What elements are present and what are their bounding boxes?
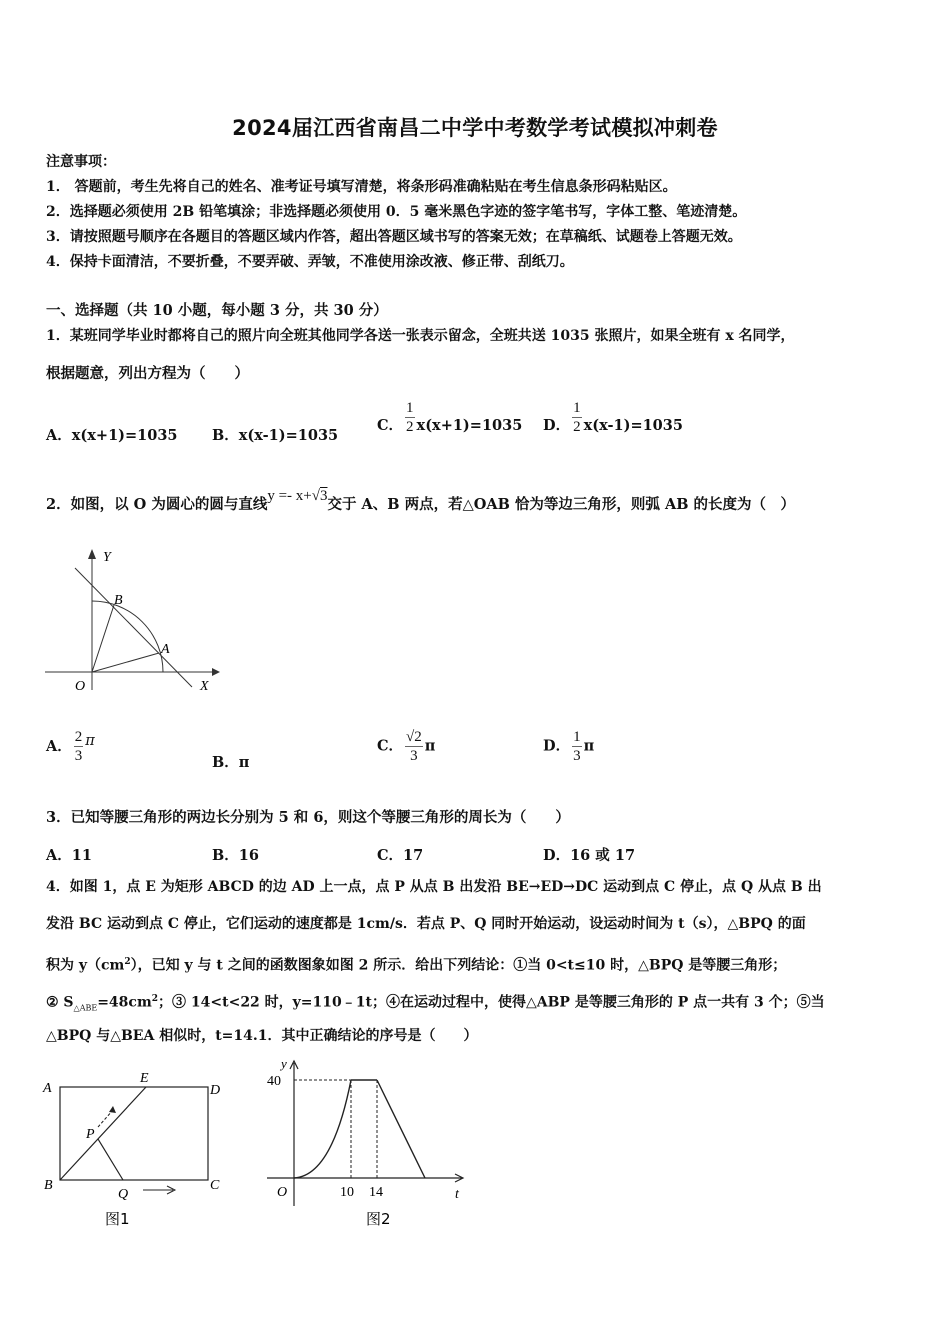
option-label: C． — [377, 847, 404, 864]
option-label: B． — [212, 847, 239, 864]
fraction: $\frac{1}{3}$ — [573, 729, 581, 764]
q4-stem-line3 — [46, 953, 786, 975]
q4-figure-2-graph — [262, 1056, 472, 1234]
label-q: Q — [118, 1187, 129, 1202]
origin-label: O — [277, 1185, 288, 1200]
label-p: P — [86, 1127, 95, 1142]
superscript: 2 — [124, 957, 131, 967]
option-label: D． — [543, 737, 571, 755]
q2-option-d[interactable] — [543, 729, 594, 764]
q3-option-a[interactable] — [46, 844, 92, 865]
t-tick-10: 10 — [340, 1185, 354, 1200]
notice-heading: 注意事项： — [46, 154, 116, 170]
text: ；③ 14<t<22 时，y=110﹣1t；④在运动过程中，使得△ABP 是等腰三角形的 P 点一共有 3 个；⑤当 — [158, 994, 825, 1011]
q3-option-c[interactable] — [377, 844, 423, 865]
option-label: A． — [46, 737, 72, 755]
text: ② S — [46, 994, 74, 1011]
q2-stem-prefix: 2．如图，以 O 为圆心的圆与直线 — [46, 496, 268, 513]
equation-sqrt: 3 — [319, 488, 328, 504]
option-text: 11 — [71, 847, 92, 864]
option-text: π — [583, 737, 595, 755]
origin-label: O — [75, 679, 86, 694]
option-text: 16 或 17 — [570, 847, 636, 864]
label-a: A — [43, 1081, 52, 1096]
figure-1-caption: 图1 — [105, 1210, 130, 1228]
t-axis-label: t — [455, 1187, 459, 1202]
q4-stem-line1: 4．如图 1，点 E 为矩形 ABCD 的边 AD 上一点，点 P 从点 B 出发沿 BE→ED→DC 运动到点 C 停止，点 Q 从点 B 出 — [46, 879, 822, 895]
option-text: x(x-1)=1035 — [583, 416, 683, 434]
y-axis-label: y — [281, 1056, 287, 1071]
option-text: π — [238, 754, 250, 771]
fraction: $\frac{1}{2}$ — [573, 400, 581, 435]
q1-option-a[interactable] — [46, 424, 178, 445]
option-label: D． — [543, 847, 571, 864]
q2-stem-suffix: 交于 A、B 两点，若△OAB 恰为等边三角形，则弧 AB 的长度为（ ） — [327, 496, 796, 513]
q4-stem-line4 — [46, 990, 825, 1017]
option-label: A． — [46, 847, 72, 864]
option-text: π — [424, 737, 436, 755]
notice-item-1: 1． 答题前，考生先将自己的姓名、准考证号填写清楚，将条形码准确粘贴在考生信息条形码粘贴区。 — [46, 179, 677, 195]
q2-option-c[interactable] — [377, 729, 435, 764]
text: 积为 y（cm — [46, 957, 125, 974]
point-a-label: A — [161, 642, 170, 657]
option-text: x(x+1)=1035 — [71, 427, 178, 444]
q4-figure-1-rectangle — [38, 1062, 238, 1234]
label-e: E — [140, 1071, 149, 1086]
option-text: x(x+1)=1035 — [416, 416, 523, 434]
page-title: 2024届江西省南昌二中学中考数学考试模拟冲刺卷 — [232, 116, 718, 140]
option-text: x(x-1)=1035 — [238, 427, 339, 444]
superscript: 2 — [151, 994, 159, 1004]
q2-option-b[interactable] — [212, 751, 249, 772]
option-text: 17 — [403, 847, 424, 864]
q1-option-c[interactable] — [377, 400, 522, 435]
option-text: 16 — [238, 847, 259, 864]
y-axis-label: Y — [103, 550, 111, 565]
figure-2-caption: 图2 — [366, 1210, 391, 1228]
label-d: D — [210, 1083, 221, 1098]
q3-option-d[interactable] — [543, 844, 635, 865]
text: ），已知 y 与 t 之间的函数图象如图 2 所示．给出下列结论：①当 0<t≤10 时，△BPQ 是等腰三角形； — [130, 957, 787, 974]
q3-option-b[interactable] — [212, 844, 259, 865]
option-label: C． — [377, 416, 404, 434]
fraction: $\frac{√2}{3}$ — [406, 729, 422, 764]
q3-stem: 3．已知等腰三角形的两边长分别为 5 和 6，则这个等腰三角形的周长为（ ） — [46, 809, 570, 826]
notice-item-4: 4．保持卡面清洁，不要折叠，不要弄破、弄皱，不准使用涂改液、修正带、刮纸刀。 — [46, 254, 574, 270]
subscript: △ABE — [73, 1003, 98, 1013]
option-label: C． — [377, 737, 404, 755]
q4-stem-line5: △BPQ 与△BEA 相似时，t=14.1．其中正确结论的序号是（ ） — [46, 1028, 478, 1044]
q2-option-a[interactable] — [46, 729, 95, 764]
q1-option-d[interactable] — [543, 400, 683, 435]
option-label: B． — [212, 427, 239, 444]
section-heading: 一、选择题（共 10 小题，每小题 3 分，共 30 分） — [46, 302, 388, 319]
label-b: B — [44, 1178, 53, 1193]
y-tick-40: 40 — [267, 1074, 281, 1089]
fraction: $\frac{1}{2}$ — [406, 400, 414, 435]
point-b-label: B — [114, 593, 123, 608]
fraction: $\frac{2}{3}$ — [74, 729, 83, 764]
option-label: D． — [543, 416, 571, 434]
option-label: A． — [46, 427, 72, 444]
q1-stem-line1: 1．某班同学毕业时都将自己的照片向全班其他同学各送一张表示留念，全班共送 1035 张照片，如果全班有 x 名同学， — [46, 328, 795, 344]
q1-option-b[interactable] — [212, 424, 338, 445]
option-text: π — [85, 732, 95, 749]
label-c: C — [210, 1178, 220, 1193]
q4-stem-line2: 发沿 BC 运动到点 C 停止，它们运动的速度都是 1cm/s．若点 P、Q 同时开始运动，设运动时间为 t（s），△BPQ 的面 — [46, 916, 806, 932]
q2-stem — [46, 488, 796, 514]
notice-item-2: 2．选择题必须使用 2B 铅笔填涂；非选择题必须使用 0．5 毫米黑色字迹的签字笔书写，字体工整、笔迹清楚。 — [46, 204, 747, 220]
option-label: B． — [212, 754, 239, 771]
line-equation: y =- x+√3 — [267, 488, 328, 504]
equation-left: y =- x+ — [267, 488, 312, 504]
t-tick-14: 14 — [369, 1185, 383, 1200]
q1-stem-line2: 根据题意，列出方程为（ ） — [46, 365, 249, 382]
x-axis-label: X — [200, 679, 209, 694]
q2-circle-diagram — [40, 545, 225, 695]
text: =48cm — [97, 994, 152, 1011]
notice-item-3: 3．请按照题号顺序在各题目的答题区域内作答，超出答题区域书写的答案无效；在草稿纸、试题卷上答题无效。 — [46, 229, 742, 245]
